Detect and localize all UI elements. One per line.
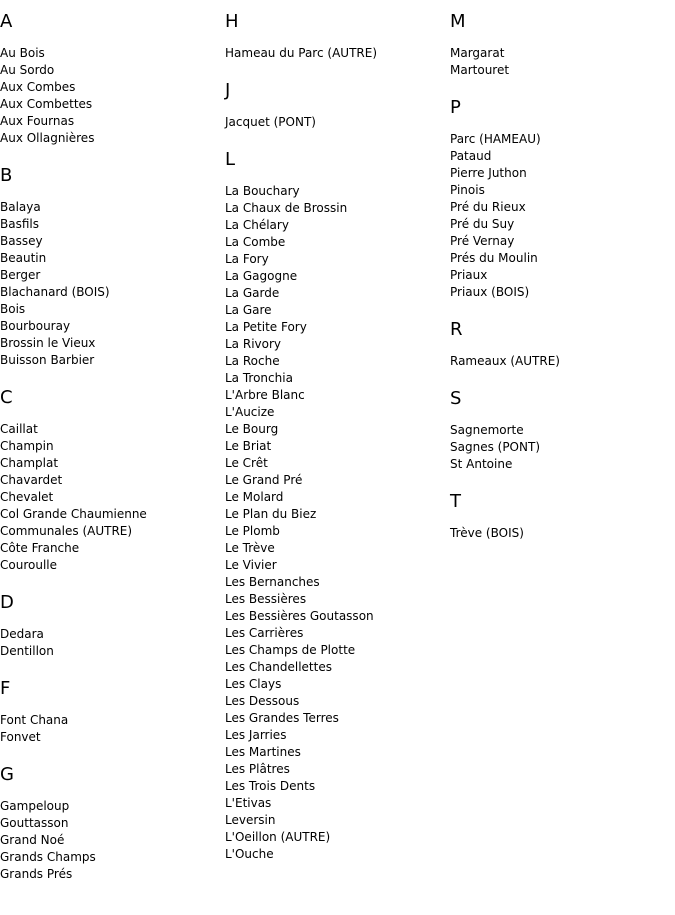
place-name-item: L'Arbre Blanc [225,388,305,402]
section-letter-heading: G [0,764,14,785]
place-name-item: Priaux (BOIS) [450,285,530,299]
place-name-item: Beautin [0,251,47,265]
place-name-list [0,626,220,660]
place-name-item: Pierre Juthon [450,166,527,180]
place-name-list [225,45,445,62]
place-name-item: La Rivory [225,337,282,351]
place-name-item: Le Plomb [225,524,280,538]
place-name-item: Le Crêt [225,456,268,470]
place-name-item: Basfils [0,217,39,231]
place-name-item: Le Grand Pré [225,473,303,487]
section-letter-heading: F [0,678,11,699]
place-name-item: Côte Franche [0,541,80,555]
letter-section [0,166,220,369]
letter-section [0,593,220,660]
place-name-list [450,422,670,473]
place-name-item: Aux Combettes [0,97,93,111]
place-name-item: La Gare [225,303,272,317]
place-name-item: Pré du Suy [450,217,515,231]
place-name-item: Sagnes (PONT) [450,440,540,454]
letter-section [225,12,445,62]
place-name-item: La Gagogne [225,269,298,283]
index-column-3 [450,12,670,561]
letter-section [225,150,445,863]
place-name-item: Dedara [0,627,44,641]
place-name-item: Aux Fournas [0,114,75,128]
place-name-item: Champlat [0,456,59,470]
place-name-list [450,353,670,370]
place-name-item: La Chélary [225,218,289,232]
place-name-item: Berger [0,268,41,282]
place-name-item: Pataud [450,149,492,163]
place-name-list [0,199,220,369]
section-letter-heading: L [225,149,236,170]
place-name-item: Pré Vernay [450,234,515,248]
place-name-item: Chavardet [0,473,63,487]
place-name-item: La Bouchary [225,184,300,198]
place-name-item: L'Aucize [225,405,275,419]
section-letter-heading: R [450,319,463,340]
place-name-item: Gampeloup [0,799,70,813]
place-name-item: Le Bourg [225,422,279,436]
place-name-item: Brossin le Vieux [0,336,96,350]
place-name-item: Le Vivier [225,558,277,572]
place-name-item: Les Trois Dents [225,779,316,793]
place-name-list [0,798,220,883]
place-name-item: Rameaux (AUTRE) [450,354,560,368]
place-name-list [225,114,445,131]
place-name-item: Hameau du Parc (AUTRE) [225,46,377,60]
place-name-item: L'Oeillon (AUTRE) [225,830,331,844]
place-name-item: Bourbouray [0,319,71,333]
place-name-list [0,45,220,147]
place-name-item: La Tronchia [225,371,293,385]
place-name-item: Sagnemorte [450,423,524,437]
place-name-item: Champin [0,439,54,453]
place-name-item: Les Champs de Plotte [225,643,356,657]
index-column-2 [225,12,445,882]
section-letter-heading: P [450,97,461,118]
place-name-item: Le Trève [225,541,275,555]
place-name-list [0,712,220,746]
letter-section [225,81,445,131]
place-name-item: Les Bessières Goutasson [225,609,374,623]
place-name-item: Leversin [225,813,276,827]
place-name-list [450,131,670,301]
place-name-item: Caillat [0,422,38,436]
place-name-item: La Fory [225,252,269,266]
place-name-item: La Roche [225,354,280,368]
place-name-item: Au Sordo [0,63,55,77]
place-name-item: Parc (HAMEAU) [450,132,541,146]
place-name-item: Font Chana [0,713,69,727]
place-name-item: Le Briat [225,439,272,453]
section-letter-heading: D [0,592,14,613]
section-letter-heading: J [225,80,231,101]
section-letter-heading: M [450,11,466,32]
letter-section [450,98,670,301]
place-name-item: Chevalet [0,490,54,504]
place-name-item: La Chaux de Brossin [225,201,348,215]
place-name-item: Jacquet (PONT) [225,115,316,129]
place-name-item: La Petite Fory [225,320,307,334]
letter-section [0,765,220,883]
place-name-item: Fonvet [0,730,41,744]
place-name-item: Communales (AUTRE) [0,524,133,538]
place-name-list [225,183,445,863]
place-name-item: Bois [0,302,26,316]
place-name-item: Pré du Rieux [450,200,526,214]
place-name-item: Priaux [450,268,488,282]
letter-section [450,389,670,473]
place-name-item: Aux Ollagnières [0,131,95,145]
place-name-item: St Antoine [450,457,513,471]
letter-section [0,388,220,574]
place-name-list [0,421,220,574]
place-name-item: Martouret [450,63,510,77]
place-name-item: Les Chandellettes [225,660,332,674]
place-name-item: Les Dessous [225,694,300,708]
section-letter-heading: H [225,11,239,32]
place-name-item: L'Etivas [225,796,272,810]
section-letter-heading: B [0,165,13,186]
place-name-item: Balaya [0,200,41,214]
place-name-item: Margarat [450,46,505,60]
place-name-item: Les Bernanches [225,575,320,589]
place-name-item: Au Bois [0,46,45,60]
letter-section [0,679,220,746]
letter-section [450,492,670,542]
place-name-item: Buisson Barbier [0,353,95,367]
place-name-item: Col Grande Chaumienne [0,507,147,521]
place-name-item: Gouttasson [0,816,69,830]
letter-section [450,12,670,79]
section-letter-heading: C [0,387,13,408]
letter-section [450,320,670,370]
place-name-item: Grands Champs [0,850,96,864]
place-name-item: La Garde [225,286,280,300]
place-name-item: Les Jarries [225,728,287,742]
place-name-item: Aux Combes [0,80,76,94]
place-name-item: Les Carrières [225,626,304,640]
letter-section [0,12,220,147]
place-name-item: Trève (BOIS) [450,526,524,540]
place-name-list [450,45,670,79]
place-name-item: Blachanard (BOIS) [0,285,110,299]
place-name-item: La Combe [225,235,286,249]
place-name-item: Couroulle [0,558,57,572]
place-name-item: Les Clays [225,677,282,691]
place-name-item: Les Plâtres [225,762,290,776]
section-letter-heading: S [450,388,462,409]
section-letter-heading: A [0,11,13,32]
place-name-item: Le Molard [225,490,284,504]
place-name-item: Dentillon [0,644,54,658]
index-column-1 [0,12,220,902]
place-name-item: Pinois [450,183,485,197]
place-name-item: Les Martines [225,745,301,759]
place-name-item: Le Plan du Biez [225,507,317,521]
place-name-item: Grand Noé [0,833,65,847]
place-name-item: Les Grandes Terres [225,711,339,725]
section-letter-heading: T [450,491,461,512]
place-name-item: Grands Prés [0,867,73,881]
place-name-item: Prés du Moulin [450,251,538,265]
place-name-list [450,525,670,542]
place-name-item: L'Ouche [225,847,274,861]
place-name-item: Les Bessières [225,592,307,606]
place-name-item: Bassey [0,234,43,248]
